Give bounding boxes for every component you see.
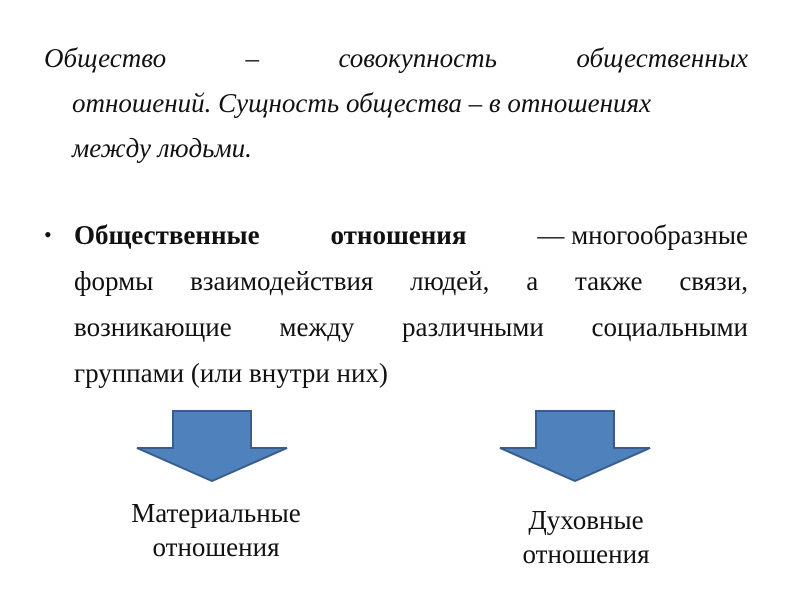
down-arrow-left-shape — [137, 411, 287, 481]
definition-word: – — [245, 43, 260, 73]
caption-right-line-1: Духовные — [528, 505, 644, 535]
definition-word: общественных — [576, 43, 748, 73]
term-word-2: отношения — [330, 220, 467, 250]
bullet-line-4: группами (или внутри них) — [74, 358, 388, 388]
spiritual-relations-caption — [466, 503, 706, 571]
bullet-line-1-rest: — многообразные — [537, 220, 748, 250]
bullet-word: также — [574, 266, 643, 296]
definition-line-2: отношений. Сущность общества – в отношениях — [72, 88, 652, 118]
caption-left-line-1: Материальные — [131, 498, 301, 528]
down-arrow-right-shape — [500, 411, 650, 481]
social-relations-bullet — [44, 212, 748, 396]
down-arrow-right-icon — [498, 410, 652, 482]
bullet-line-3 — [74, 304, 748, 350]
bullet-word: а — [526, 266, 539, 296]
down-arrow-left-icon — [135, 410, 289, 482]
definition-line-1 — [44, 36, 748, 81]
bullet-marker: • — [44, 222, 52, 247]
bullet-word: формы — [74, 266, 154, 296]
bullet-word: возникающие — [74, 312, 232, 342]
bullet-word: социальными — [591, 312, 748, 342]
material-relations-caption — [96, 496, 336, 564]
caption-right-line-2: отношения — [522, 539, 650, 569]
definition-word: совокупность — [338, 43, 497, 73]
term-word-1: Общественные — [74, 220, 260, 250]
bullet-text — [74, 212, 748, 396]
definition-word: Общество — [44, 43, 167, 73]
caption-left-line-2: отношения — [152, 532, 280, 562]
definition-line-3: между людьми. — [72, 133, 252, 163]
bullet-word: различными — [402, 312, 544, 342]
bullet-word: взаимодействия — [190, 266, 374, 296]
society-definition — [44, 36, 748, 171]
bullet-line-2 — [74, 258, 748, 304]
bullet-word: связи, — [679, 266, 748, 296]
bullet-word: между — [279, 312, 355, 342]
bullet-line-1 — [74, 212, 748, 258]
bullet-word: людей, — [410, 266, 490, 296]
